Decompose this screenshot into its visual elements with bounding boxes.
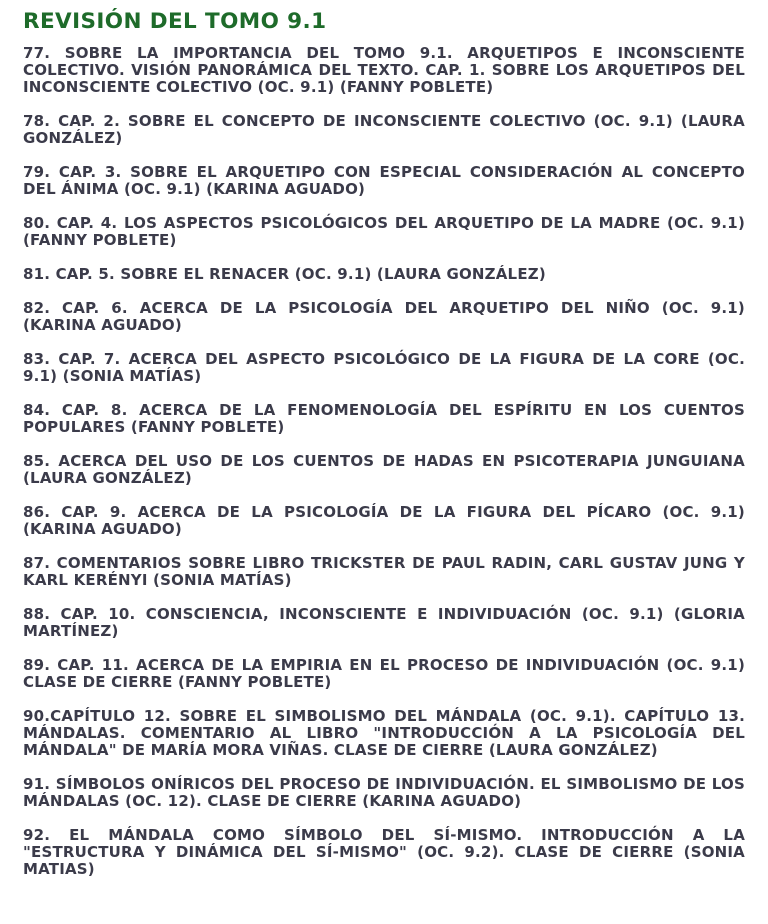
list-item: 81. CAP. 5. SOBRE EL RENACER (OC. 9.1) (LAURA GONZÁLEZ) [23, 265, 546, 283]
list-item: 89. CAP. 11. ACERCA DE LA EMPIRIA EN EL PROCESO DE INDIVIDUACIÓN (OC. 9.1) CLASE DE CIERRE (FANNY POBLETE) [23, 656, 745, 691]
list-item: 79. CAP. 3. SOBRE EL ARQUETIPO CON ESPECIAL CONSIDERACIÓN AL CONCEPTO DEL ÁNIMA (OC. 9.1) (KARINA AGUADO) [23, 163, 745, 198]
list-item: 77. SOBRE LA IMPORTANCIA DEL TOMO 9.1. ARQUETIPOS E INCONSCIENTE COLECTIVO. VISIÓN PANORÁMICA DEL TEXTO. CAP. 1. SOBRE LOS ARQUETIPOS DEL INCONSCIENTE COLECTIVO (OC. 9.1) (FANNY POBLETE) [23, 44, 745, 96]
page-title: REVISIÓN DEL TOMO 9.1 [23, 9, 327, 34]
list-item: 85. ACERCA DEL USO DE LOS CUENTOS DE HADAS EN PSICOTERAPIA JUNGUIANA (LAURA GONZÁLEZ) [23, 452, 745, 487]
list-item: 82. CAP. 6. ACERCA DE LA PSICOLOGÍA DEL ARQUETIPO DEL NIÑO (OC. 9.1) (KARINA AGUADO) [23, 299, 745, 334]
list-item: 83. CAP. 7. ACERCA DEL ASPECTO PSICOLÓGICO DE LA FIGURA DE LA CORE (OC. 9.1) (SONIA MATÍAS) [23, 350, 745, 385]
list-item: 88. CAP. 10. CONSCIENCIA, INCONSCIENTE E INDIVIDUACIÓN (OC. 9.1) (GLORIA MARTÍNEZ) [23, 605, 745, 640]
list-item: 80. CAP. 4. LOS ASPECTOS PSICOLÓGICOS DEL ARQUETIPO DE LA MADRE (OC. 9.1) (FANNY POBLETE) [23, 214, 745, 249]
list-item: 78. CAP. 2. SOBRE EL CONCEPTO DE INCONSCIENTE COLECTIVO (OC. 9.1) (LAURA GONZÁLEZ) [23, 112, 745, 147]
entry-list [23, 45, 745, 878]
list-item: 92. EL MÁNDALA COMO SÍMBOLO DEL SÍ-MISMO. INTRODUCCIÓN A LA "ESTRUCTURA Y DINÁMICA DEL SÍ-MISMO" (OC. 9.2). CLASE DE CIERRE (SONIA MATIAS) [23, 826, 745, 878]
list-item: 91. SÍMBOLOS ONÍRICOS DEL PROCESO DE INDIVIDUACIÓN. EL SIMBOLISMO DE LOS MÁNDALAS (OC. 12). CLASE DE CIERRE (KARINA AGUADO) [23, 775, 745, 810]
list-item: 90.CAPÍTULO 12. SOBRE EL SIMBOLISMO DEL MÁNDALA (OC. 9.1). CAPÍTULO 13. MÁNDALAS. COMENTARIO AL LIBRO "INTRODUCCIÓN A LA PSICOLOGÍA DEL MÁNDALA" DE MARÍA MORA VIÑAS. CLASE DE CIERRE (LAURA GONZÁLEZ) [23, 707, 745, 759]
list-item: 84. CAP. 8. ACERCA DE LA FENOMENOLOGÍA DEL ESPÍRITU EN LOS CUENTOS POPULARES (FANNY POBLETE) [23, 401, 745, 436]
list-item: 86. CAP. 9. ACERCA DE LA PSICOLOGÍA DE LA FIGURA DEL PÍCARO (OC. 9.1) (KARINA AGUADO) [23, 503, 745, 538]
list-item: 87. COMENTARIOS SOBRE LIBRO TRICKSTER DE PAUL RADIN, CARL GUSTAV JUNG Y KARL KERÉNYI (SONIA MATÍAS) [23, 554, 745, 589]
document-page [23, 9, 745, 895]
